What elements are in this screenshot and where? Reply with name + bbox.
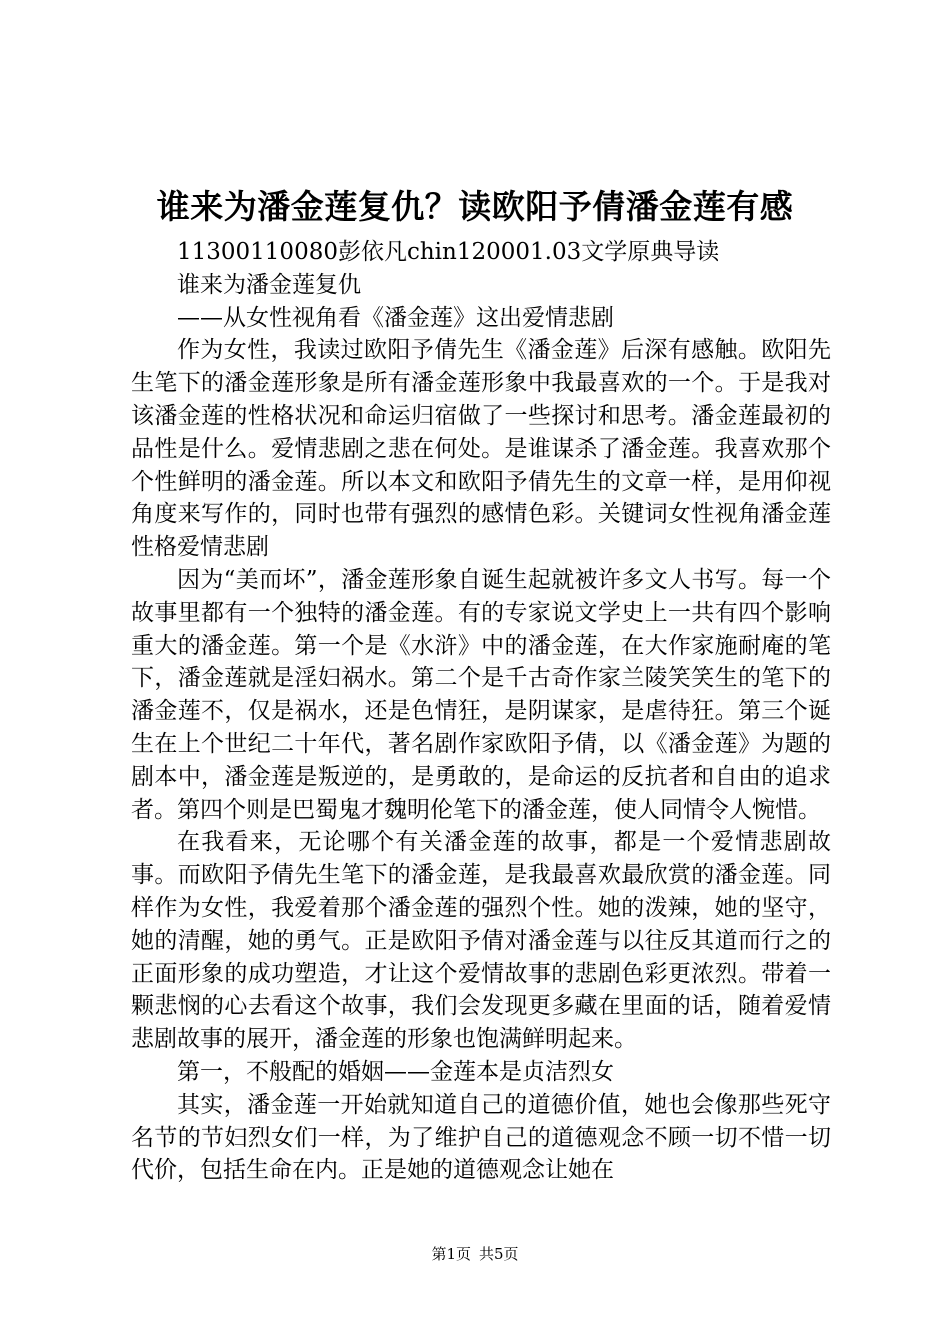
subtitle: 谁来为潘金莲复仇 <box>177 271 361 298</box>
document-body <box>131 236 831 1187</box>
paragraph: 作为女性，我读过欧阳予倩先生《潘金莲》后深有感触。欧阳先生笔下的潘金莲形象是所有潘金莲形象中我最喜欢的一个。于是我对该潘金莲的性格状况和命运归宿做了一些探讨和思考。潘金莲最初的品性是什么。爱情悲剧之悲在何处。是谁谋杀了潘金莲。我喜欢那个个性鲜明的潘金莲。所以本文和欧阳予倩先生的文章一样，是用仰视角度来写作的，同时也带有强烈的感情色彩。关键词女性视角潘金莲性格爱情悲剧 <box>131 337 831 561</box>
section-heading: 第一，不般配的婚姻——金莲本是贞洁烈女 <box>177 1058 614 1085</box>
paragraph: 在我看来，无论哪个有关潘金莲的故事，都是一个爱情悲剧故事。而欧阳予倩先生笔下的潘金莲，是我最喜欢最欣赏的潘金莲。同样作为女性，我爱着那个潘金莲的强烈个性。她的泼辣，她的坚守，她的清醒，她的勇气。正是欧阳予倩对潘金莲与以往反其道而行之的正面形象的成功塑造，才让这个爱情故事的悲剧色彩更浓烈。带着一颗悲悯的心去看这个故事，我们会发现更多藏在里面的话，随着爱情悲剧故事的展开，潘金莲的形象也饱满鲜明起来。 <box>131 829 831 1053</box>
paragraph: 因为“美而坏”，潘金莲形象自诞生起就被许多文人书写。每一个故事里都有一个独特的潘金莲。有的专家说文学史上一共有四个影响重大的潘金莲。第一个是《水浒》中的潘金莲，在大作家施耐庵的笔下，潘金莲就是淫妇祸水。第二个是千古奇作家兰陵笑笑生的笔下的潘金莲不，仅是祸水，还是色情狂，是阴谋家，是虐待狂。第三个诞生在上个世纪二十年代，著名剧作家欧阳予倩，以《潘金莲》为题的剧本中，潘金莲是叛逆的，是勇敢的，是命运的反抗者和自由的追求者。第四个则是巴蜀鬼才魏明伦笔下的潘金莲，使人同情令人惋惜。 <box>131 566 831 823</box>
sub-subtitle: ——从女性视角看《潘金莲》这出爱情悲剧 <box>177 304 614 331</box>
page-footer <box>0 1243 950 1265</box>
page-number: 第1页 <box>431 1245 471 1263</box>
meta-line: 11300110080彭依凡chin120001.03文学原典导读 <box>177 239 720 265</box>
page-total: 共5页 <box>479 1245 519 1263</box>
document-title: 谁来为潘金莲复仇？读欧阳予倩潘金莲有感 <box>156 187 794 226</box>
paragraph: 其实，潘金莲一开始就知道自己的道德价值，她也会像那些死守名节的节妇烈女们一样，为了维护自己的道德观念不顾一切不惜一切代价，包括生命在内。正是她的道德观念让她在 <box>131 1091 831 1184</box>
